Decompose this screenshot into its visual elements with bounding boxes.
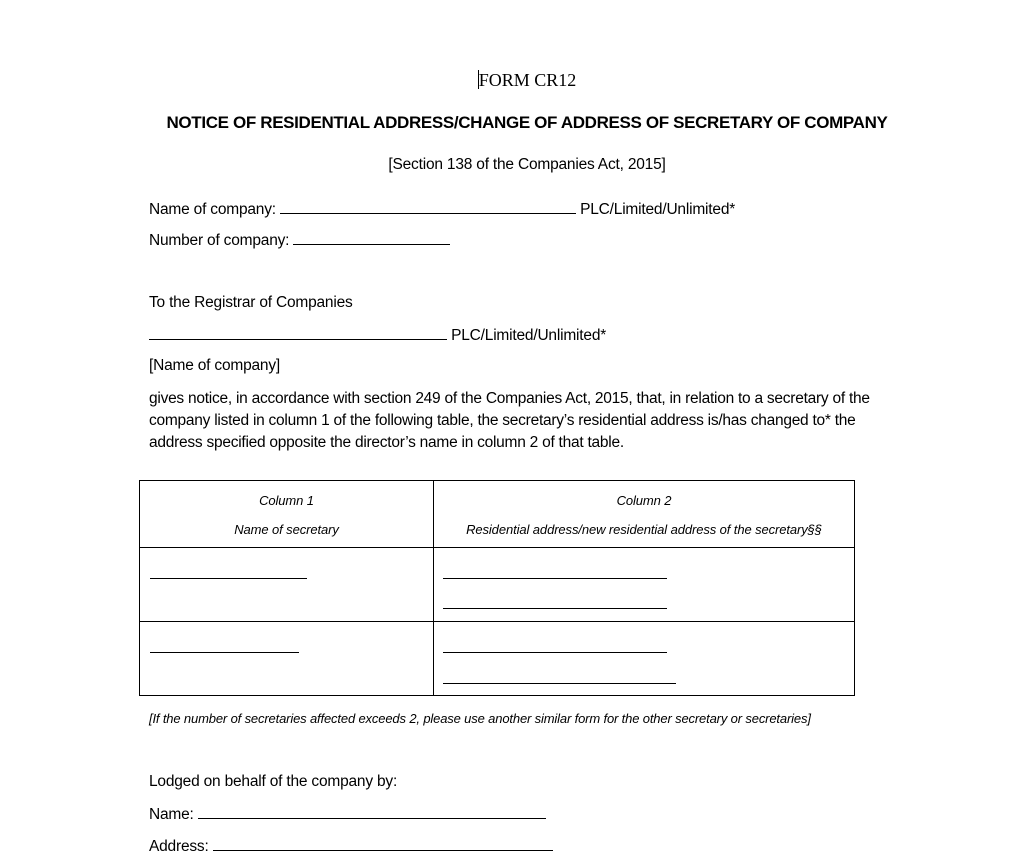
- column-1-heading: Column 1: [259, 493, 314, 508]
- table-header-row: [140, 481, 855, 548]
- secretary-name-cell: [140, 548, 434, 622]
- lodger-name-label: Name:: [149, 806, 194, 823]
- company-number-row: [149, 230, 450, 250]
- company-type-options-2: PLC/Limited/Unlimited*: [451, 327, 607, 344]
- lodger-name-field[interactable]: [198, 804, 546, 819]
- secretary-name-field[interactable]: [150, 652, 299, 653]
- secretary-address-cell: [434, 548, 855, 622]
- addressee: To the Registrar of Companies: [149, 294, 353, 311]
- registrar-company-name-field[interactable]: [149, 325, 447, 340]
- secretary-address-cell: [434, 622, 855, 696]
- document-title: NOTICE OF RESIDENTIAL ADDRESS/CHANGE OF ADDRESS OF SECRETARY OF COMPANY: [166, 113, 888, 132]
- form-id-text: FORM CR12: [478, 70, 577, 90]
- form-id-heading: [0, 70, 1015, 91]
- secretary-name-field[interactable]: [150, 578, 307, 579]
- table-note: [If the number of secretaries affected exceeds 2, please use another similar form for the other secretary or secretaries]: [149, 711, 811, 726]
- column-1-header: [140, 481, 434, 548]
- address-line-2-field[interactable]: [443, 683, 676, 684]
- secretary-name-cell: [140, 622, 434, 696]
- lodger-address-field[interactable]: [213, 836, 553, 851]
- column-2-header: [434, 481, 855, 548]
- column-1-subheading: Name of secretary: [234, 522, 339, 537]
- company-name-row: [149, 199, 735, 219]
- table-row: [140, 548, 855, 622]
- lodger-name-row: [149, 804, 546, 824]
- registrar-company-row: [149, 325, 606, 345]
- name-of-company-caption: [Name of company]: [149, 357, 280, 374]
- column-2-subheading: Residential address/new residential address of the secretary§§: [466, 522, 822, 537]
- address-line-1-field[interactable]: [443, 652, 667, 653]
- company-type-options: PLC/Limited/Unlimited*: [580, 201, 736, 218]
- table-row: [140, 622, 855, 696]
- document-subtitle: [Section 138 of the Companies Act, 2015]: [388, 156, 666, 173]
- address-line-2-field[interactable]: [443, 608, 667, 609]
- lodged-by-label: Lodged on behalf of the company by:: [149, 773, 398, 790]
- company-name-field[interactable]: [280, 199, 576, 214]
- lodger-address-label: Address:: [149, 838, 209, 855]
- lodger-address-row: [149, 836, 553, 856]
- address-line-1-field[interactable]: [443, 578, 667, 579]
- notice-paragraph: gives notice, in accordance with section 249 of the Companies Act, 2015, that, in relation to a secretary of the company listed in column 1 of the following table, the secretary’s residential address is/has changed to* the address specified opposite the director’s name in column 2 of that table.: [149, 390, 870, 451]
- company-number-field[interactable]: [293, 230, 450, 245]
- company-number-label: Number of company:: [149, 232, 290, 249]
- secretary-table: [139, 480, 855, 696]
- column-2-heading: Column 2: [616, 493, 672, 508]
- company-name-label: Name of company:: [149, 201, 276, 218]
